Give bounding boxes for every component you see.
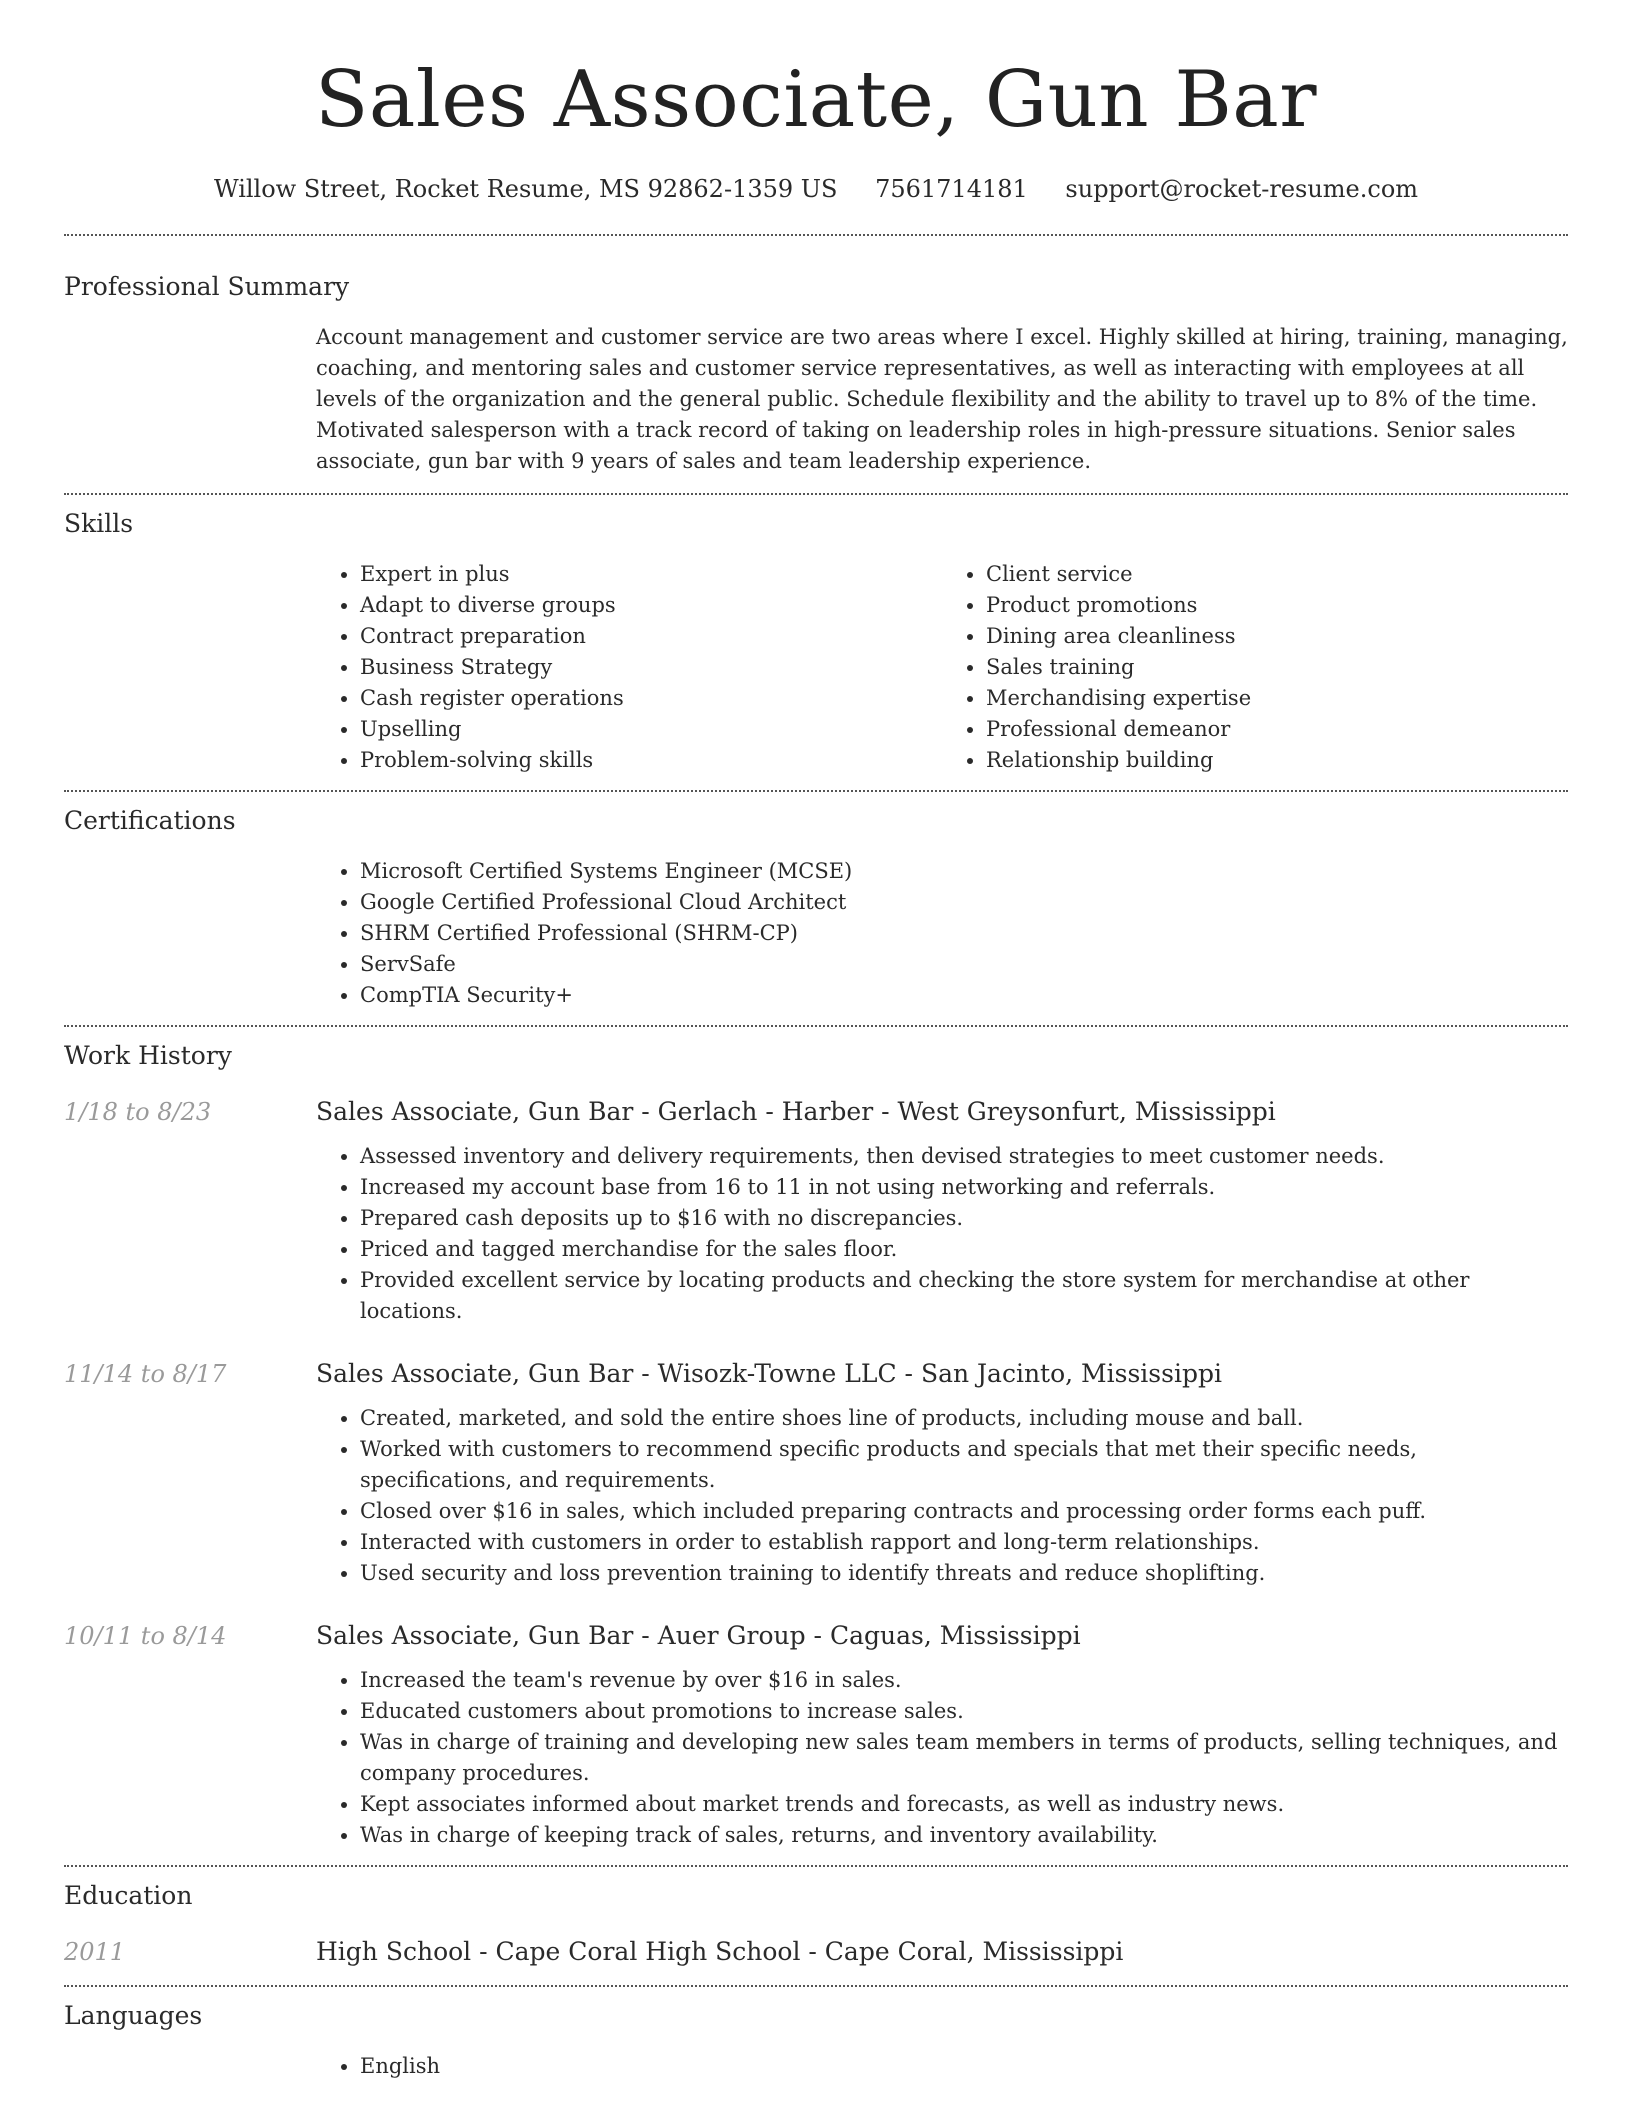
certifications-section xyxy=(64,792,1568,1025)
education-section xyxy=(64,1867,1568,1985)
list-item: • Problem-solving skills xyxy=(360,745,942,776)
languages-section xyxy=(64,1987,1568,2082)
list-item: • Cash register operations xyxy=(360,683,942,714)
skills-list-left xyxy=(316,559,942,776)
resume-header xyxy=(64,0,1568,206)
work-date: 11/14 to 8/17 xyxy=(64,1360,227,1388)
list-item: • English xyxy=(360,2051,1568,2082)
education-entry xyxy=(64,1935,1568,1969)
work-heading: Sales Associate, Gun Bar - Wisozk-Towne LLC - San Jacinto, Mississippi xyxy=(316,1359,1222,1388)
work-bullets xyxy=(316,1403,1568,1589)
phone: 7561714181 xyxy=(875,175,1028,203)
work-bullets xyxy=(316,1141,1568,1327)
languages-list xyxy=(316,2051,1568,2082)
work-details xyxy=(316,1665,1568,1851)
work-entry-header xyxy=(64,1619,1568,1653)
list-item: • Merchandising expertise xyxy=(986,683,1568,714)
list-item: • Priced and tagged merchandise for the sales floor. xyxy=(360,1234,1568,1265)
list-item: • Google Certified Professional Cloud Architect xyxy=(360,887,1568,918)
work-entry xyxy=(64,1095,1568,1327)
address: Willow Street, Rocket Resume, MS 92862-1359 US xyxy=(213,175,838,203)
languages-content xyxy=(316,2051,1568,2082)
list-item: • Increased the team's revenue by over $16 in sales. xyxy=(360,1665,1568,1696)
list-item: • Used security and loss prevention training to identify threats and reduce shoplifting. xyxy=(360,1558,1568,1589)
education-date: 2011 xyxy=(64,1938,126,1966)
work-heading: Sales Associate, Gun Bar - Gerlach - Harber - West Greysonfurt, Mississippi xyxy=(316,1097,1276,1126)
list-item: • Upselling xyxy=(360,714,942,745)
list-item: • Provided excellent service by locating products and checking the store system for merchandise at other locations. xyxy=(360,1265,1568,1327)
summary-title: Professional Summary xyxy=(64,272,350,301)
list-item: • Created, marketed, and sold the entire shoes line of products, including mouse and ball. xyxy=(360,1403,1568,1434)
list-item: • Relationship building xyxy=(986,745,1568,776)
list-item: • Client service xyxy=(986,559,1568,590)
work-date: 10/11 to 8/14 xyxy=(64,1622,227,1650)
summary-section xyxy=(64,236,1568,493)
list-item: • Was in charge of keeping track of sales, returns, and inventory availability. xyxy=(360,1820,1568,1851)
work-details xyxy=(316,1141,1568,1327)
list-item: • Interacted with customers in order to establish rapport and long-term relationships. xyxy=(360,1527,1568,1558)
contact-line xyxy=(64,172,1568,206)
work-entry xyxy=(64,1357,1568,1589)
certifications-title: Certifications xyxy=(64,806,236,835)
email: support@rocket-resume.com xyxy=(1065,175,1419,203)
list-item: • SHRM Certified Professional (SHRM-CP) xyxy=(360,918,1568,949)
skills-title: Skills xyxy=(64,509,134,538)
list-item: • Educated customers about promotions to increase sales. xyxy=(360,1696,1568,1727)
list-item: • Dining area cleanliness xyxy=(986,621,1568,652)
languages-title: Languages xyxy=(64,2001,203,2030)
list-item: • Assessed inventory and delivery requirements, then devised strategies to meet customer needs. xyxy=(360,1141,1568,1172)
certifications-content xyxy=(316,856,1568,1011)
list-item: • Kept associates informed about market trends and forecasts, as well as industry news. xyxy=(360,1789,1568,1820)
education-heading: High School - Cape Coral High School - Cape Coral, Mississippi xyxy=(316,1937,1124,1966)
skills-list-right xyxy=(942,559,1568,776)
work-entry xyxy=(64,1619,1568,1851)
skills-section xyxy=(64,495,1568,790)
work-history-title: Work History xyxy=(64,1041,232,1070)
list-item: • Professional demeanor xyxy=(986,714,1568,745)
summary-text: Account management and customer service are two areas where I excel. Highly skilled at hiring, training, managing, coaching, and mentoring sales and customer service representatives, as well as interacting with employees at all levels of the organization and the general public. Schedule flexibility and the ability to travel up to 8% of the time. Motivated salesperson with a track record of taking on leadership roles in high-pressure situations. Senior sales associate, gun bar with 9 years of sales and team leadership experience. xyxy=(316,325,1568,473)
list-item: • Sales training xyxy=(986,652,1568,683)
list-item: • Was in charge of training and developing new sales team members in terms of products, selling techniques, and company procedures. xyxy=(360,1727,1568,1789)
list-item: • Business Strategy xyxy=(360,652,942,683)
list-item: • Increased my account base from 16 to 11 in not using networking and referrals. xyxy=(360,1172,1568,1203)
skills-grid xyxy=(316,559,1568,776)
list-item: • Adapt to diverse groups xyxy=(360,590,942,621)
certifications-list xyxy=(316,856,1568,1011)
list-item: • Expert in plus xyxy=(360,559,942,590)
list-item: • Worked with customers to recommend specific products and specials that met their specific needs, specifications, and requirements. xyxy=(360,1434,1568,1496)
work-heading: Sales Associate, Gun Bar - Auer Group - Caguas, Mississippi xyxy=(316,1621,1081,1650)
list-item: • Microsoft Certified Systems Engineer (MCSE) xyxy=(360,856,1568,887)
list-item: • Product promotions xyxy=(986,590,1568,621)
list-item: • CompTIA Security+ xyxy=(360,980,1568,1011)
work-date: 1/18 to 8/23 xyxy=(64,1098,212,1126)
work-bullets xyxy=(316,1665,1568,1851)
work-entry-header xyxy=(64,1095,1568,1129)
work-entry-header xyxy=(64,1357,1568,1391)
work-history-section xyxy=(64,1027,1568,1865)
education-title: Education xyxy=(64,1881,193,1910)
candidate-name: Sales Associate, Gun Bar xyxy=(314,55,1318,145)
work-details xyxy=(316,1403,1568,1589)
list-item: • ServSafe xyxy=(360,949,1568,980)
list-item: • Closed over $16 in sales, which included preparing contracts and processing order forms each puff. xyxy=(360,1496,1568,1527)
list-item: • Prepared cash deposits up to $16 with no discrepancies. xyxy=(360,1203,1568,1234)
list-item: • Contract preparation xyxy=(360,621,942,652)
